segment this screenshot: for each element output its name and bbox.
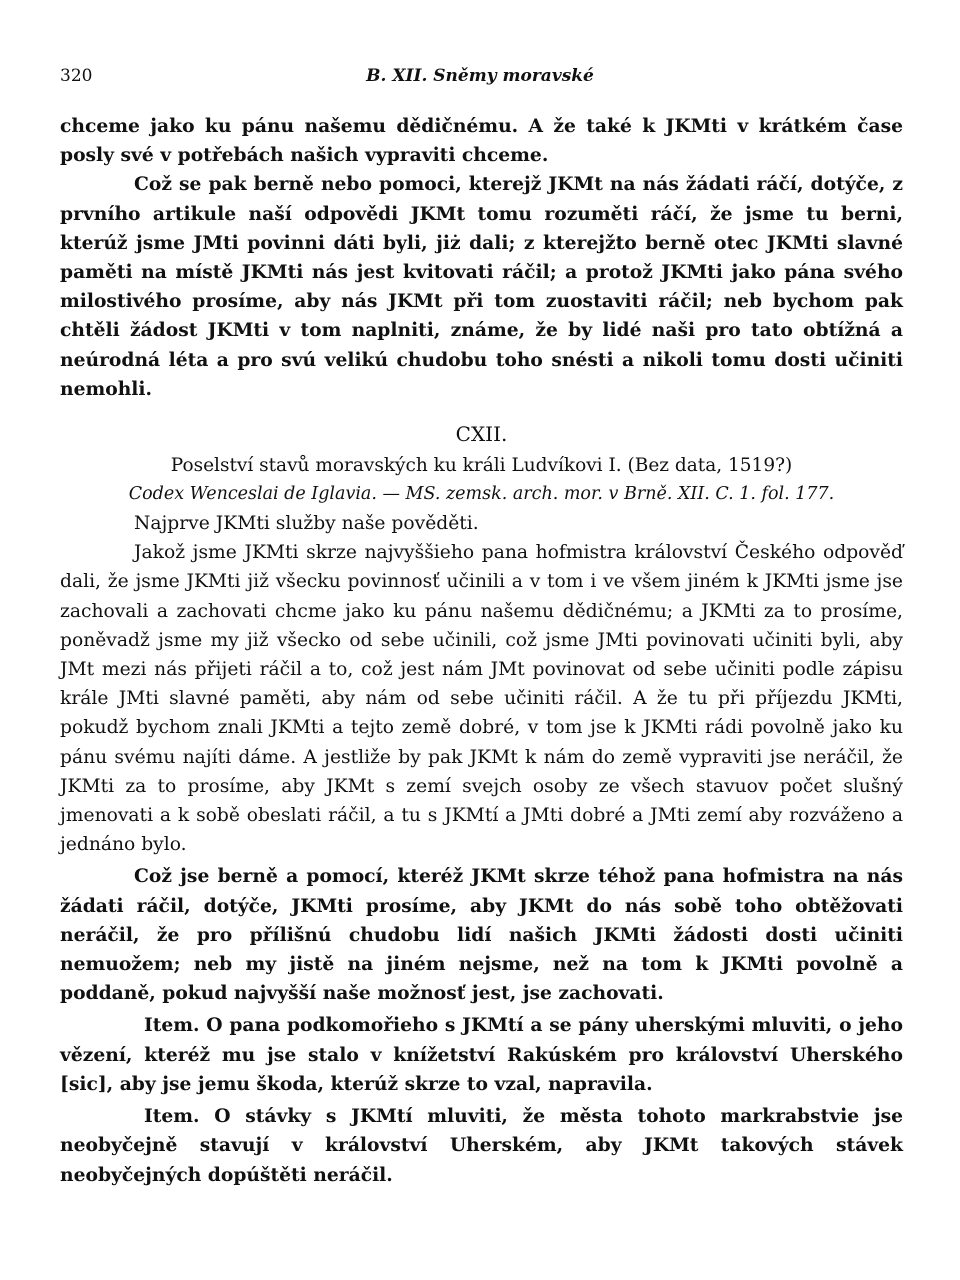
source-citation: Codex Wenceslai de Iglavia. — MS. zemsk. arch. mor. v Brně. XII. C. 1. fol. 177. [128,484,835,505]
section-title: Poselství stavů moravských ku králi Ludvíkovi I. (Bez data, 1519?) [170,455,793,477]
page-body [60,112,903,1190]
item-paragraph: Item. O stávky s JKMtí mluviti, že města tohoto markrabstvie jse neobyčejně stavují v království Uherském, aby JKMt takových stávek neobyčejných dopúštěti neráčil. [60,1105,903,1186]
section-number: CXII. [455,422,508,447]
paragraph: Což se pak berně nebo pomoci, kterejž JKMt na nás žádati ráčí, dotýče, z prvního artikule naší odpovědi JKMt tomu rozuměti ráčí, že jsme tu berni, kterúž jsme JMti povinni dáti byli, jiż dali; z kterejžto berně otec JKMti slavné paměti na místě JKMti nás jest kvitovati ráčil; a protož JKMti jako pána svého milostivého prosíme, aby nás JKMt při tom zuostaviti ráčil; neb bychom pak chtěli žádost JKMti v tom naplniti, známe, že by lidé naši pro tato obtížná a neúrodná léta a pro svú velikú chudobu toho snésti a nikoli tomu dosti učiniti nemohli. [60,173,903,400]
continued-paragraph: chceme jako ku pánu našemu dědičnému. A že také k JKMti v krátkém čase posly své v potřebách našich vypraviti chceme. [60,115,903,167]
page-number: 320 [60,66,93,86]
paragraph: Jakož jsme JKMti skrze najvyššieho pana hofmistra království Českého odpověď dali, že jsme JKMti již všecku povinnosť učinili a v tom i ve všem jiném k JKMti jsme jse zachovali a zachovati chcme jako ku pánu našemu dědičnému; a JKMti za to prosíme, poněvadž jsme my již všecko od sebe učinili, což jsme JMti povinovati učiniti byli, aby JMt mezi nás přijeti ráčil a to, což jest nám JMt povinovat od sebe učiniti podle zápisu krále JMti slavné paměti, aby nám od sebe učiniti ráčil. A že tu při příjezdu JKMti, pokudž bychom znali JKMti a tejto země dobré, v tom jse k JKMti rádi povolně jako ku pánu svému najíti dáme. A jestliže by pak JKMt k nám do země vypraviti jse neráčil, že JKMti za to prosíme, aby JKMt s zemí svejch osoby ze všech stavuov počet slušný jmenovati a k sobě obeslati ráčil, a tu s JKMtí a JMti dobré a JMti zemí aby rozváženo a jednáno bylo. [60,542,903,856]
paragraph: Což jse berně a pomocí, kteréž JKMt skrze téhož pana hofmistra na nás žádati ráčil, dotýče, JKMti prosíme, aby JKMt do nás sobě toho obtěžovati neráčil, že pro přílišnú chudobu lidí našich JKMti žádosti dosti učiniti nemuožem; neb my jistě na jiném nejsme, než na tom k JKMti povolně a poddaně, pokud najvyšší naše možnosť jest, jse zachovati. [60,865,903,1005]
item-paragraph: Item. O pana podkomořieho s JKMtí a se pány uherskými mluviti, o jeho vězení, kteréž mu jse stalo v knížetství Rakúském pro království Uherského [sic], aby jse jemu škoda, kterúž skrze to vzal, napravila. [60,1014,903,1095]
running-head: B. XII. Sněmy moravské [366,66,594,86]
page-header [60,66,900,90]
paragraph: Najprve JKMti služby naše pověděti. [134,513,479,535]
